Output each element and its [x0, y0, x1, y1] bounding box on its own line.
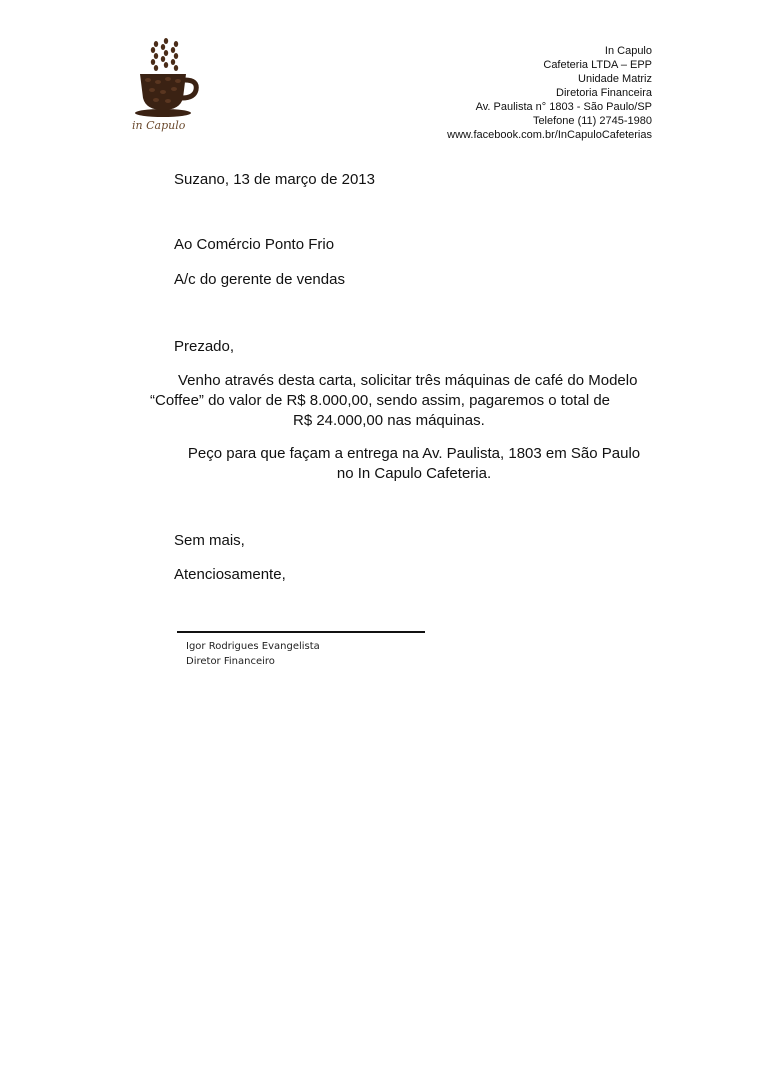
company-info [447, 44, 652, 142]
paragraph-line: Venho através desta carta, solicitar três máquinas de café do Modelo [178, 372, 638, 389]
signer-name: Igor Rodrigues Evangelista [186, 641, 320, 652]
company-department: Diretoria Financeira [556, 87, 652, 99]
logo-text: in Capulo [132, 119, 186, 132]
signature-line [177, 631, 425, 633]
signer-title: Diretor Financeiro [186, 656, 275, 667]
paragraph-line: R$ 24.000,00 nas máquinas. [293, 412, 485, 429]
company-website: www.facebook.com.br/InCapuloCafeterias [447, 129, 652, 141]
paragraph-line: Peço para que façam a entrega na Av. Paulista, 1803 em São Paulo [187, 445, 641, 462]
signature-block [186, 639, 320, 669]
letter-date: Suzano, 13 de março de 2013 [174, 171, 375, 188]
company-phone: Telefone (11) 2745-1980 [532, 115, 652, 127]
company-unit: Unidade Matriz [578, 73, 652, 85]
coffee-cup-icon [128, 38, 208, 133]
recipient-attention: A/c do gerente de vendas [174, 271, 345, 288]
paragraph-line: “Coffee” do valor de R$ 8.000,00, sendo assim, pagaremos o total de [150, 392, 610, 409]
salutation: Prezado, [174, 338, 235, 355]
company-logo [128, 38, 208, 133]
paragraph-request [150, 371, 660, 431]
paragraph-delivery [174, 444, 654, 484]
paragraph-line: no In Capulo Cafeteria. [336, 465, 492, 482]
company-address: Av. Paulista n° 1803 - São Paulo/SP [475, 101, 652, 113]
closing-sem-mais: Sem mais, [174, 532, 245, 549]
recipient-company: Ao Comércio Ponto Frio [174, 236, 335, 253]
closing-regards: Atenciosamente, [174, 566, 286, 583]
company-legal-name: Cafeteria LTDA – EPP [543, 59, 652, 71]
company-name: In Capulo [604, 45, 652, 57]
